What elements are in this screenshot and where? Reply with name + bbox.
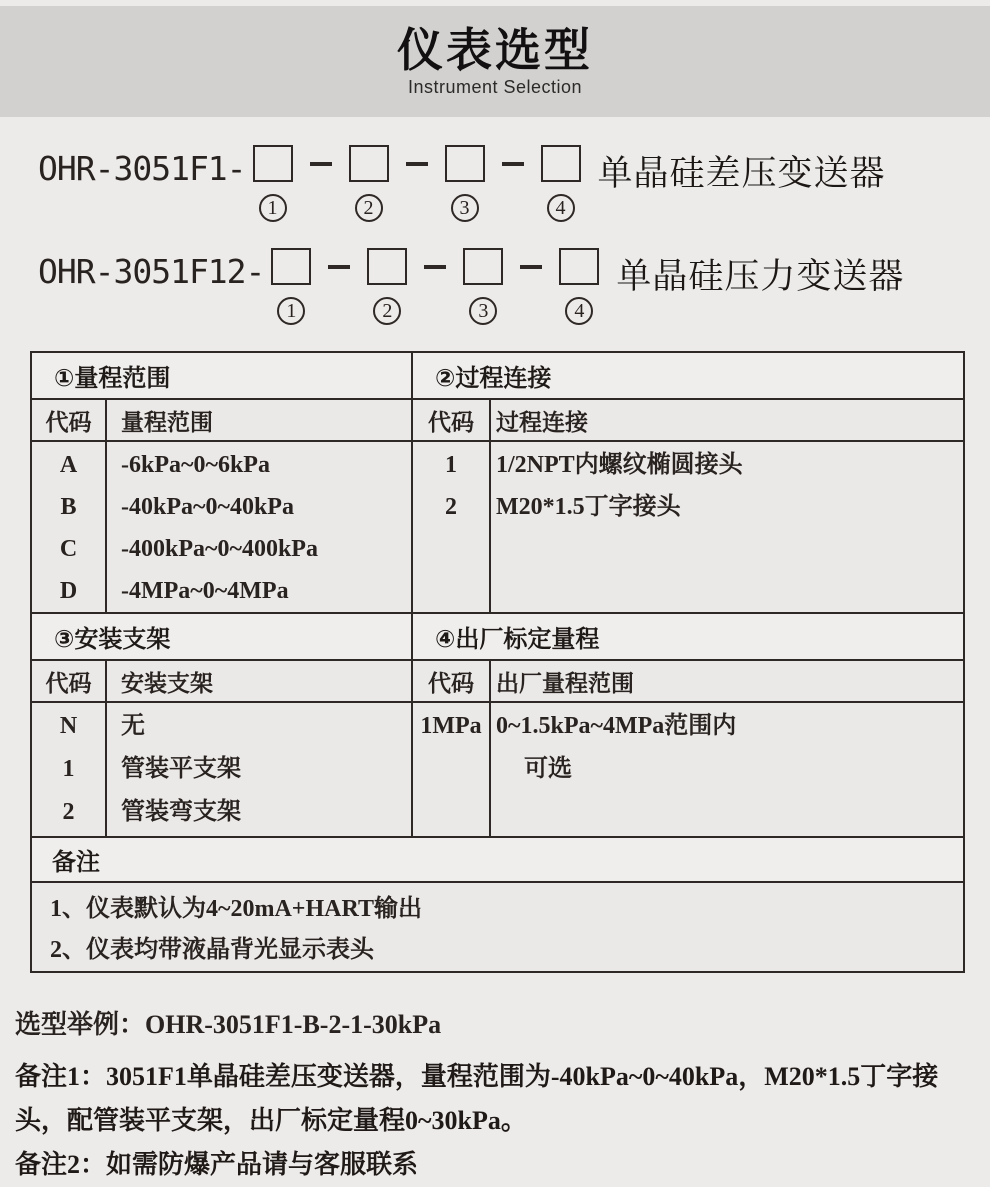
value: M20*1.5丁字接头 <box>496 494 681 520</box>
value: -400kPa~0~400kPa <box>121 536 318 562</box>
example-value: OHR-3051F1-B-2-1-30kPa <box>145 1010 442 1039</box>
footer-notes <box>0 973 990 1187</box>
position-marker <box>451 194 479 222</box>
remarks-header-row <box>31 837 964 882</box>
value: -6kPa~0~6kPa <box>121 452 270 478</box>
separator-dash <box>328 265 350 269</box>
position-marker <box>355 194 383 222</box>
remarks-cell <box>31 882 964 972</box>
section3-code-header: 代码 <box>31 660 106 702</box>
remark-item: 1、仪表默认为4~20mA+HART输出 <box>50 896 422 922</box>
model-prefix: OHR-3051F1- <box>38 149 246 188</box>
option-box <box>463 248 503 285</box>
position-number: 3 <box>478 300 489 322</box>
model-slot <box>558 248 600 325</box>
column-header-row <box>31 399 964 441</box>
value: -4MPa~0~4MPa <box>121 578 289 604</box>
value: 0~1.5kPa~4MPa范围内 <box>496 713 737 739</box>
option-box <box>253 145 293 182</box>
separator-dash <box>520 265 542 269</box>
section4-value-cell <box>490 702 964 837</box>
option-box <box>349 145 389 182</box>
section2-value-cell <box>490 441 964 613</box>
model-prefix: OHR-3051F12- <box>38 252 265 291</box>
model-slot <box>462 248 504 325</box>
separator-dash <box>502 162 524 166</box>
position-marker <box>547 194 575 222</box>
section4-code-cell <box>412 702 490 837</box>
position-number: 1 <box>286 300 297 322</box>
table-body-row <box>31 441 964 613</box>
option-box <box>271 248 311 285</box>
note-2: 备注2：如需防爆产品请与客服联系 <box>15 1150 419 1179</box>
position-number: 2 <box>363 197 374 219</box>
section2-title: ②过程连接 <box>412 352 964 399</box>
model-slot <box>540 145 582 222</box>
section1-code-header: 代码 <box>31 399 106 441</box>
code: N <box>59 713 78 739</box>
model-slot <box>366 248 408 325</box>
position-marker <box>565 297 593 325</box>
section2-value-header: 过程连接 <box>490 399 964 441</box>
position-number: 4 <box>574 300 585 322</box>
option-box <box>559 248 599 285</box>
column-header-row <box>31 660 964 702</box>
position-marker <box>469 297 497 325</box>
section3-title: ③安装支架 <box>31 613 412 660</box>
model-slot <box>270 248 312 325</box>
position-number: 1 <box>267 197 278 219</box>
title-banner <box>0 6 990 117</box>
model-suffix: 单晶硅差压变送器 <box>597 154 886 193</box>
section4-value-header: 出厂量程范围 <box>490 660 964 702</box>
code: 1 <box>445 452 458 478</box>
model-slot <box>252 145 294 222</box>
section1-value-header: 量程范围 <box>106 399 412 441</box>
separator-dash <box>310 162 332 166</box>
model-line-f1 <box>38 145 990 222</box>
section4-code-header: 代码 <box>412 660 490 702</box>
model-slot <box>444 145 486 222</box>
remarks-body-row <box>31 882 964 972</box>
section-header-row <box>31 352 964 399</box>
position-number: 2 <box>382 300 393 322</box>
value: 可选 <box>524 756 573 782</box>
code: C <box>59 536 78 562</box>
note-1: 备注1：3051F1单晶硅差压变送器，量程范围为-40kPa~0~40kPa，M20*1.5丁字接头，配管装平支架，出厂标定量程0~30kPa。 <box>15 1062 939 1135</box>
position-marker <box>373 297 401 325</box>
remark-item: 2、仪表均带液晶背光显示表头 <box>50 937 374 963</box>
value: -40kPa~0~40kPa <box>121 494 294 520</box>
model-suffix: 单晶硅压力变送器 <box>616 257 905 296</box>
code: B <box>60 494 77 520</box>
model-slot <box>348 145 390 222</box>
section2-code-header: 代码 <box>412 399 490 441</box>
option-box <box>541 145 581 182</box>
page <box>0 6 990 1179</box>
section1-title: ①量程范围 <box>31 352 412 399</box>
position-number: 4 <box>555 197 566 219</box>
section2-code-cell <box>412 441 490 613</box>
model-code-section <box>0 117 990 325</box>
code: 2 <box>62 799 75 825</box>
section1-value-cell <box>106 441 412 613</box>
section1-code-cell <box>31 441 106 613</box>
selection-table <box>30 351 965 973</box>
section3-code-cell <box>31 702 106 837</box>
code: D <box>59 578 78 604</box>
section-header-row <box>31 613 964 660</box>
code: 1MPa <box>420 713 482 739</box>
table-body-row <box>31 702 964 837</box>
selection-example <box>15 1009 974 1041</box>
separator-dash <box>406 162 428 166</box>
page-title: 仪表选型 <box>397 23 593 76</box>
page-subtitle: Instrument Selection <box>407 77 583 98</box>
option-box <box>445 145 485 182</box>
remarks-title: 备注 <box>31 837 964 882</box>
position-number: 3 <box>459 197 470 219</box>
code: 2 <box>445 494 458 520</box>
option-box <box>367 248 407 285</box>
section3-value-cell <box>106 702 412 837</box>
position-marker <box>259 194 287 222</box>
model-line-f12 <box>38 248 990 325</box>
section4-title: ④出厂标定量程 <box>412 613 964 660</box>
separator-dash <box>424 265 446 269</box>
value: 管装平支架 <box>121 756 241 782</box>
value: 无 <box>121 713 145 739</box>
section3-value-header: 安装支架 <box>106 660 412 702</box>
code: 1 <box>62 756 75 782</box>
value: 1/2NPT内螺纹椭圆接头 <box>496 452 743 478</box>
example-label: 选型举例： <box>15 1010 146 1039</box>
code: A <box>59 452 78 478</box>
position-marker <box>277 297 305 325</box>
value: 管装弯支架 <box>121 799 241 825</box>
